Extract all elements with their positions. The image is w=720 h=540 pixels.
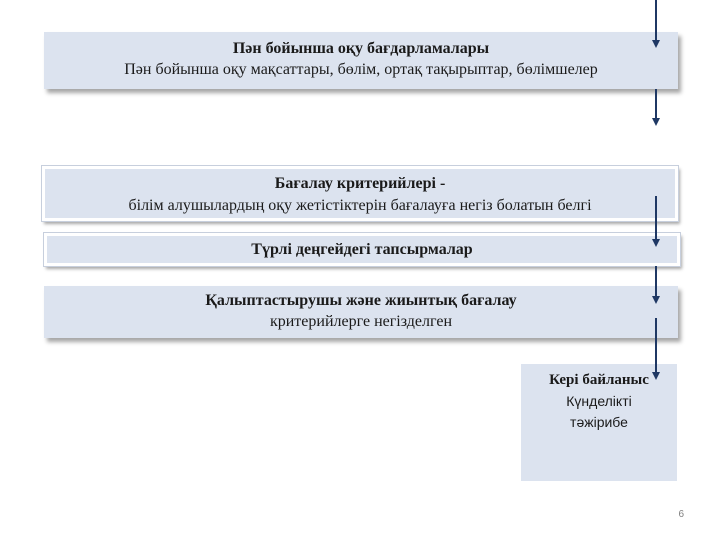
programs-title: Пән бойынша оқу бағдарламалары bbox=[232, 40, 490, 57]
assessment-title: Қалыптастырушы және жиынтық бағалау bbox=[205, 292, 517, 309]
page-number: 6 bbox=[678, 509, 684, 520]
feedback-line2: тәжірибе bbox=[570, 414, 628, 430]
criteria-subtitle: білім алушылардың оқу жетістіктерін бағалауға негіз болатын белгі bbox=[128, 197, 592, 214]
feedback-line1: Күнделікті bbox=[566, 393, 632, 409]
programs-subtitle: Пән бойынша оқу мақсаттары, бөлім, ортақ тақырыптар, бөлімшелер bbox=[124, 61, 598, 78]
feedback-title: Кері байланыс bbox=[549, 372, 649, 388]
assessment-subtitle: критерийлерге негізделген bbox=[269, 313, 453, 330]
tasks-title: Түрлі деңгейдегі тапсырмалар bbox=[251, 241, 473, 258]
criteria-title: Бағалау критерийлері - bbox=[274, 175, 446, 192]
